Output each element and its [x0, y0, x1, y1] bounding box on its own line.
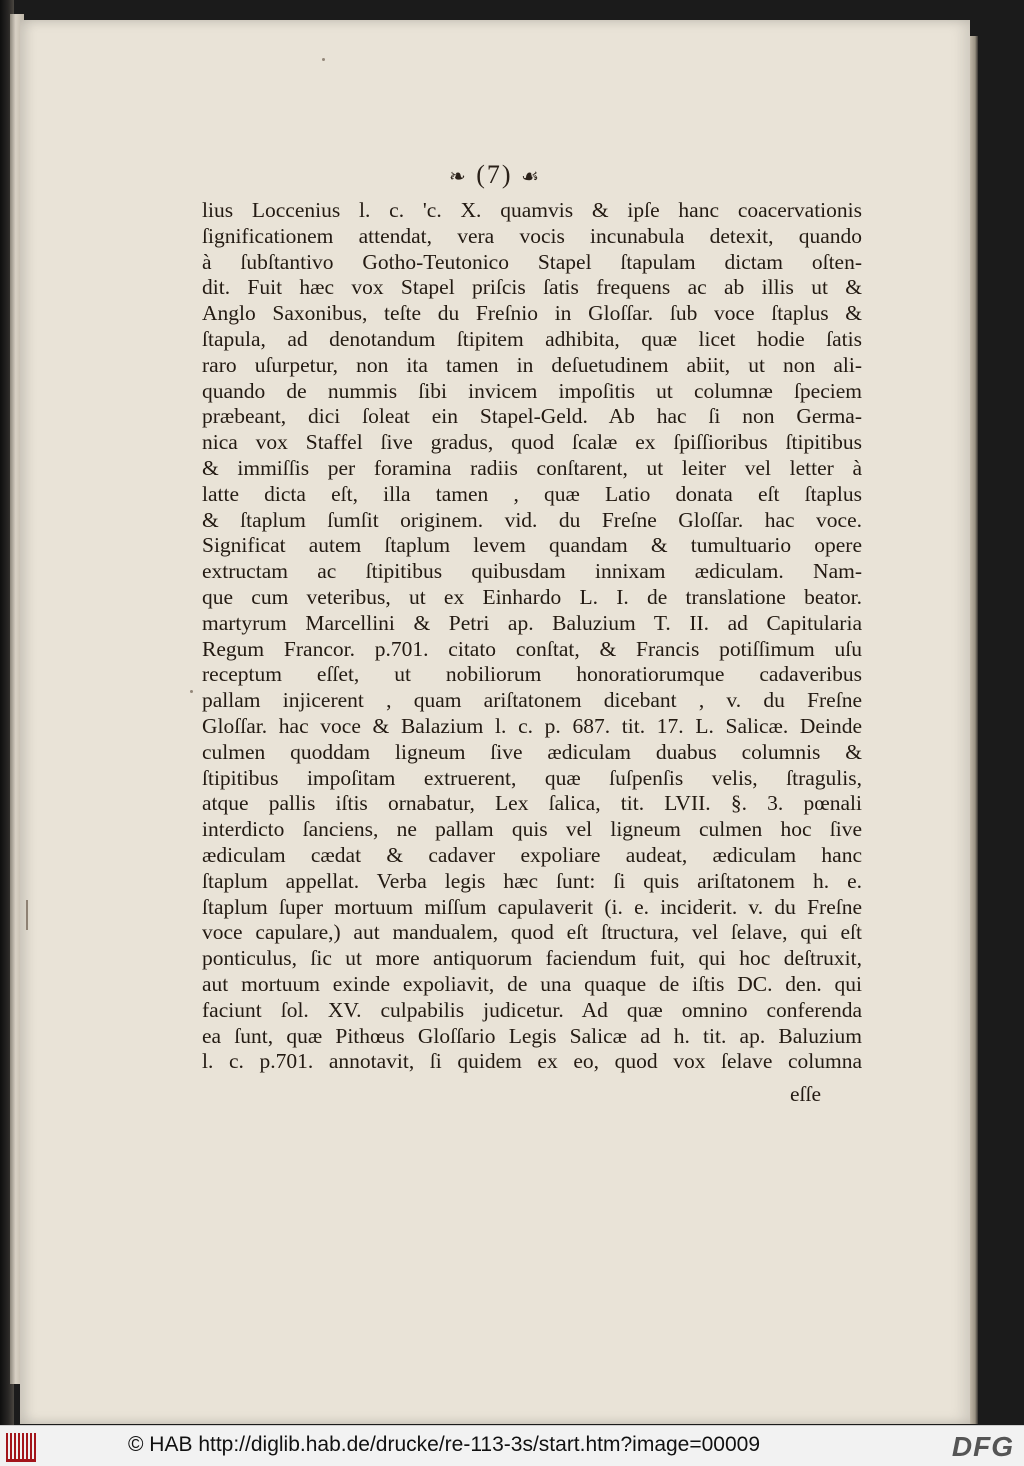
book-page	[20, 20, 970, 1424]
text-line: aut mortuum exinde expoliavit, de una quaque de iſtis DC. den. qui	[202, 971, 862, 996]
text-line: pallam injicerent , quam ariſtatonem dicebant , v. du Freſne	[202, 688, 862, 713]
text-line: Gloſſar. hac voce & Balazium l. c. p. 687. tit. 17. L. Salicæ. Deinde	[202, 713, 862, 738]
text-line: dit. Fuit hæc vox Stapel priſcis ſatis frequens ac ab illis ut &	[202, 275, 862, 300]
ornament-left-icon: ❧	[448, 166, 468, 188]
text-line: l. c. p.701. annotavit, ſi quidem ex eo, quod vox ſelave columna	[202, 1049, 862, 1074]
paper-speck	[190, 690, 193, 693]
text-line: quando de nummis ſibi invicem impoſitis ut columnæ ſpeciem	[202, 378, 862, 403]
text-line: raro uſurpetur, non ita tamen in deſuetudinem abiit, ut non ali-	[202, 352, 862, 377]
text-line: ſignificationem attendat, vera vocis incunabula detexit, quando	[202, 223, 862, 248]
text-line: ædiculam cædat & cadaver expoliare audeat, ædiculam hanc	[202, 842, 862, 867]
ornament-right-icon: ☙	[521, 166, 542, 188]
text-line: latte dicta eſt, illa tamen , quæ Latio donata eſt ſtaplus	[202, 481, 862, 506]
catchword: eſſe	[790, 1082, 822, 1106]
text-line: martyrum Marcellini & Petri ap. Baluzium T. II. ad Capitularia	[202, 610, 862, 635]
text-line: Regum Francor. p.701. citato conſtat, & Francis potiſſimum uſu	[202, 636, 862, 661]
page-header	[20, 160, 970, 190]
body-text	[202, 198, 862, 1075]
text-line: extructam ac ſtipitibus quibusdam innixam ædiculam. Nam-	[202, 559, 862, 584]
text-line: voce capulare,) aut mandualem, quod eſt ſtructura, vel ſelave, qui eſt	[202, 920, 862, 945]
text-line: receptum eſſet, ut nobiliorum honoratiorumque cadaveribus	[202, 662, 862, 687]
text-line: Anglo Saxonibus, teſte du Freſnio in Gloſſar. ſub voce ſtaplus &	[202, 301, 862, 326]
text-line: atque pallis iſtis ornabatur, Lex ſalica, tit. LVII. §. 3. pœnali	[202, 791, 862, 816]
text-line: præbeant, dici ſoleat ein Stapel-Geld. Ab hac ſi non Germa-	[202, 404, 862, 429]
text-line: ſtaplum ſuper mortuum miſſum capulaverit (i. e. inciderit. v. du Freſne	[202, 894, 862, 919]
text-line: Significat autem ſtaplum levem quandam & tumultuario opere	[202, 533, 862, 558]
dfg-logo: DFG	[951, 1431, 1014, 1462]
footer-bar	[0, 1425, 1024, 1466]
text-line: faciunt ſol. XV. culpabilis judicetur. Ad quæ omnino conferenda	[202, 997, 862, 1022]
text-line: à ſubſtantivo Gotho-Teutonico Stapel ſtapulam dictam oſten-	[202, 249, 862, 274]
text-line: ea ſunt, quæ Pithœus Gloſſario Legis Salicæ ad h. tit. ap. Baluzium	[202, 1023, 862, 1048]
paper-speck	[322, 58, 325, 61]
text-line: culmen quoddam ligneum ſive ædiculam duabus columnis &	[202, 739, 862, 764]
text-line: & immiſſis per foramina radiis conſtarent, ut leiter vel letter à	[202, 455, 862, 480]
page-number: (7)	[476, 160, 513, 189]
paper-mark	[26, 900, 28, 930]
copyright-url[interactable]: © HAB http://diglib.hab.de/drucke/re-113-3s/start.htm?image=00009	[128, 1433, 761, 1456]
text-line: & ſtaplum ſumſit originem. vid. du Freſne Gloſſar. hac voce.	[202, 507, 862, 532]
text-line: ſtaplum appellat. Verba legis hæc ſunt: ſi quis ariſtatonem h. e.	[202, 868, 862, 893]
hab-barcode-logo-icon	[6, 1433, 36, 1462]
text-line: que cum veteribus, ut ex Einhardo L. I. de translatione beator.	[202, 584, 862, 609]
text-line: ſtipitibus impoſitam extruerent, quæ ſuſpenſis velis, ſtragulis,	[202, 765, 862, 790]
text-line: nica vox Staffel ſive gradus, quod ſcalæ ex ſpiſſioribus ſtipitibus	[202, 430, 862, 455]
text-line: ſtapula, ad denotandum ſtipitem adhibita, quæ licet hodie ſatis	[202, 326, 862, 351]
text-line: interdicto ſanciens, ne pallam quis vel ligneum culmen hoc ſive	[202, 817, 862, 842]
text-line: ponticulus, ſic ut more antiquorum faciendum fuit, qui hoc deſtruxit,	[202, 946, 862, 971]
text-line: lius Loccenius l. c. 'c. X. quamvis & ipſe hanc coacervationis	[202, 198, 862, 222]
